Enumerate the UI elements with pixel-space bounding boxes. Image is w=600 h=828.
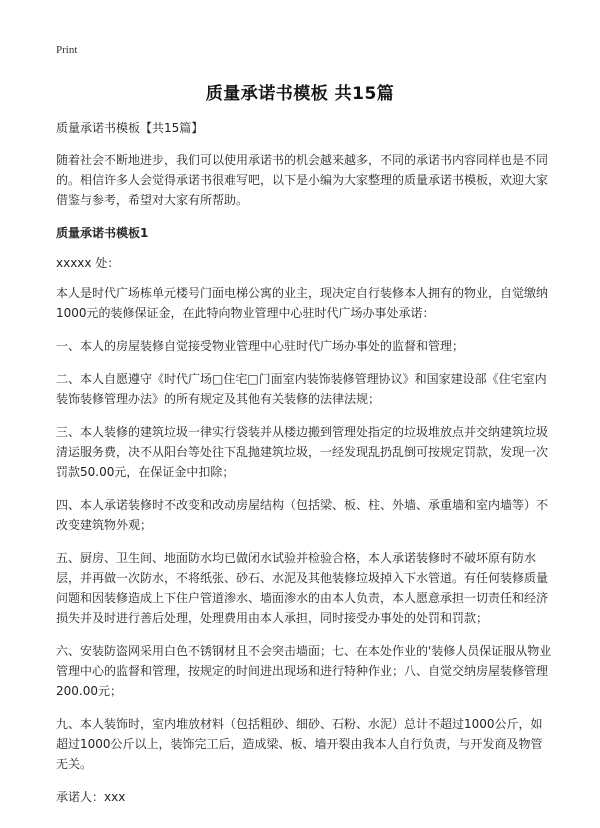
body-paragraph: 五、厨房、卫生间、地面防水均已做闭水试验并检验合格，本人承诺装修时不破坏原有防水层，并再做一次防水，不将纸张、砂石、水泥及其他装修垃圾掉入下水管道。有任何装修质量问题和因装修造成上下住户管道渗水、墙面渗水的由本人负责，本人愿意承担一切责任和经济损失并及时进行善后处理，处理费用由本人承担，同时接受办事处的处罚和罚款；: [56, 551, 549, 625]
body-paragraph: 二、本人自愿遵守《时代广场□住宅□门面室内装饰装修管理协议》和国家建设部《住宅室内装饰装修管理办法》的所有规定及其他有关装修的法律法规；: [56, 372, 547, 406]
addressee-line: xxxxx 处：: [56, 256, 120, 270]
document-subtitle: 质量承诺书模板【共15篇】: [56, 121, 204, 135]
body-paragraph: 一、本人的房屋装修自觉接受物业管理中心驻时代广场办事处的监督和管理；: [56, 339, 465, 353]
signer-line: 承诺人：xxx: [56, 790, 126, 804]
print-label: Print: [56, 44, 78, 56]
document-title: 质量承诺书模板 共15篇: [205, 84, 395, 104]
body-paragraph: 四、本人承诺装修时不改变和改动房屋结构（包括梁、板、柱、外墙、承重墙和室内墙等）不改变建筑物外观；: [56, 498, 549, 532]
document-body: [56, 118, 552, 820]
body-paragraph: 本人是时代广场栋单元楼号门面电梯公寓的业主，现决定自行装修本人拥有的物业，自觉缴纳1000元的装修保证金，在此特向物业管理中心驻时代广场办事处承诺：: [56, 286, 549, 320]
body-paragraph: 九、本人装饰时，室内堆放材料（包括粗砂、细砂、石粉、水泥）总计不超过1000公斤，如超过1000公斤以上，装饰完工后，造成梁、板、墙开裂由我本人自行负责，与开发商及物管无关。: [56, 717, 543, 771]
body-paragraph: 三、本人装修的建筑垃圾一律实行袋装并从楼边搬到管理处指定的垃圾堆放点并交纳建筑垃圾清运服务费，决不从阳台等处往下乱抛建筑垃圾，一经发现乱扔乱倒可按规定罚款，发现一次罚款50.00元，在保证金中扣除；: [56, 425, 549, 479]
body-paragraph: 六、安装防盗网采用白色不锈钢材且不会突击墙面；七、在本处作业的'装修人员保证服从物业管理中心的监督和管理，按规定的时间进出现场和进行特种作业；八、自觉交纳房屋装修管理200.00元；: [56, 644, 552, 698]
intro-paragraph: 随着社会不断地进步，我们可以使用承诺书的机会越来越多，不同的承诺书内容同样也是不同的。相信许多人会觉得承诺书很难写吧，以下是小编为大家整理的质量承诺书模板，欢迎大家借鉴与参考，希望对大家有所帮助。: [56, 153, 549, 207]
section-heading: 质量承诺书模板1: [56, 226, 149, 240]
